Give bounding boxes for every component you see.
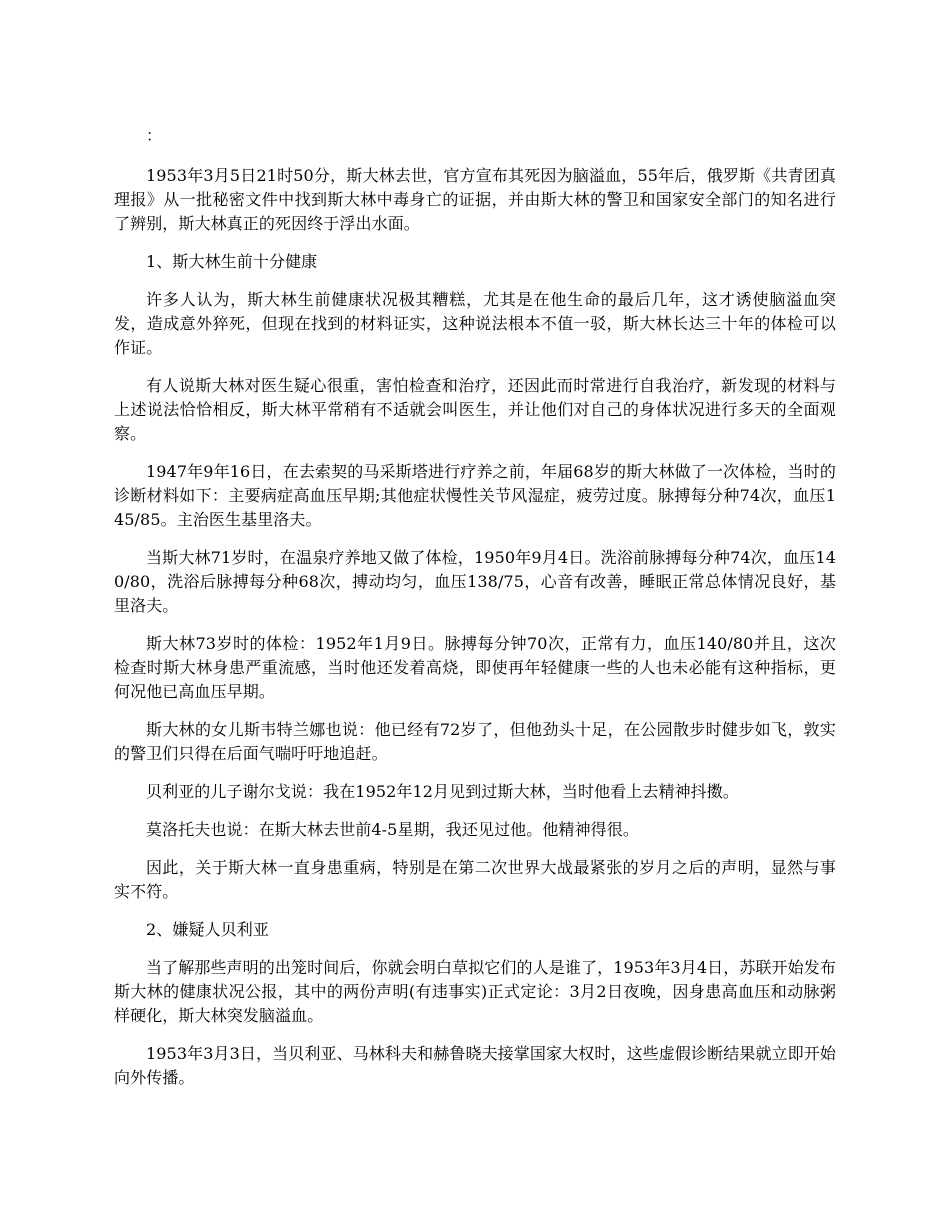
paragraph-daughter-quote: 斯大林的女儿斯韦特兰娜也说：他已经有72岁了，但他劲头十足，在公园散步时健步如飞，敦实的警卫们只得在后面气喘吁吁地追赶。 [114,720,836,763]
paragraph-checkup-1952: 斯大林73岁时的体检：1952年1月9日。脉搏每分钟70次，正常有力，血压140/80并且，这次检查时斯大林身患严重流感，当时他还发着高烧，即使再年轻健康一些的人也未必能有这种指标，更何况他已高血压早期。 [114,634,836,701]
section-heading-health: 1、斯大林生前十分健康 [146,252,318,271]
paragraph-checkup-1950: 当斯大林71岁时，在温泉疗养地又做了体检，1950年9月4日。洗浴前脉搏每分种74次，血压140/80，洗浴后脉搏每分种68次，搏动均匀，血压138/75，心音有改善，睡眠正常总体情况良好，基里洛夫。 [114,548,836,615]
paragraph-conclusion: 因此，关于斯大林一直身患重病，特别是在第二次世界大战最紧张的岁月之后的声明，显然与事实不符。 [114,858,836,901]
paragraph-checkup-1947: 1947年9年16日，在去索契的马采斯塔进行疗养之前，年届68岁的斯大林做了一次体检，当时的诊断材料如下：主要病症高血压早期;其他症状慢性关节风湿症，疲劳过度。脉搏每分种74次，血压145/85。主治医生基里洛夫。 [114,462,836,529]
paragraph-false-diagnosis: 1953年3月3日，当贝利亚、马林科夫和赫鲁晓夫接掌国家大权时，这些虚假诊断结果就立即开始向外传播。 [114,1044,836,1087]
paragraph-sergo-quote: 贝利亚的儿子谢尔戈说：我在1952年12月见到过斯大林，当时他看上去精神抖擞。 [146,782,739,801]
paragraph-bulletins: 当了解那些声明的出笼时间后，你就会明白草拟它们的人是谁了，1953年3月4日，苏联开始发布斯大林的健康状况公报，其中的两份声明(有违事实)正式定论：3月2日夜晚，因身患高血压和动脉粥样硬化，斯大林突发脑溢血。 [114,958,836,1025]
paragraph-molotov-quote: 莫洛托夫也说：在斯大林去世前4-5星期，我还见过他。他精神得很。 [146,820,639,839]
lead-colon: ： [146,126,163,145]
paragraph-death-announcement: 1953年3月5日21时50分，斯大林去世，官方宣布其死因为脑溢血，55年后，俄罗斯《共青团真理报》从一批秘密文件中找到斯大林中毒身亡的证据，并由斯大林的警卫和国家安全部门的知名进行了辨别，斯大林真正的死因终于浮出水面。 [114,166,836,233]
section-heading-beria: 2、嫌疑人贝利亚 [146,920,269,939]
paragraph-health-claims: 许多人认为，斯大林生前健康状况极其糟糕，尤其是在他生命的最后几年，这才诱使脑溢血突发，造成意外猝死，但现在找到的材料证实，这种说法根本不值一驳，斯大林长达三十年的体检可以作证。 [114,290,836,357]
document-page [114,124,836,1104]
paragraph-doctor-suspicion: 有人说斯大林对医生疑心很重，害怕检查和治疗，还因此而时常进行自我治疗，新发现的材料与上述说法恰恰相反，斯大林平常稍有不适就会叫医生，并让他们对自己的身体状况进行多天的全面观察。 [114,376,836,443]
